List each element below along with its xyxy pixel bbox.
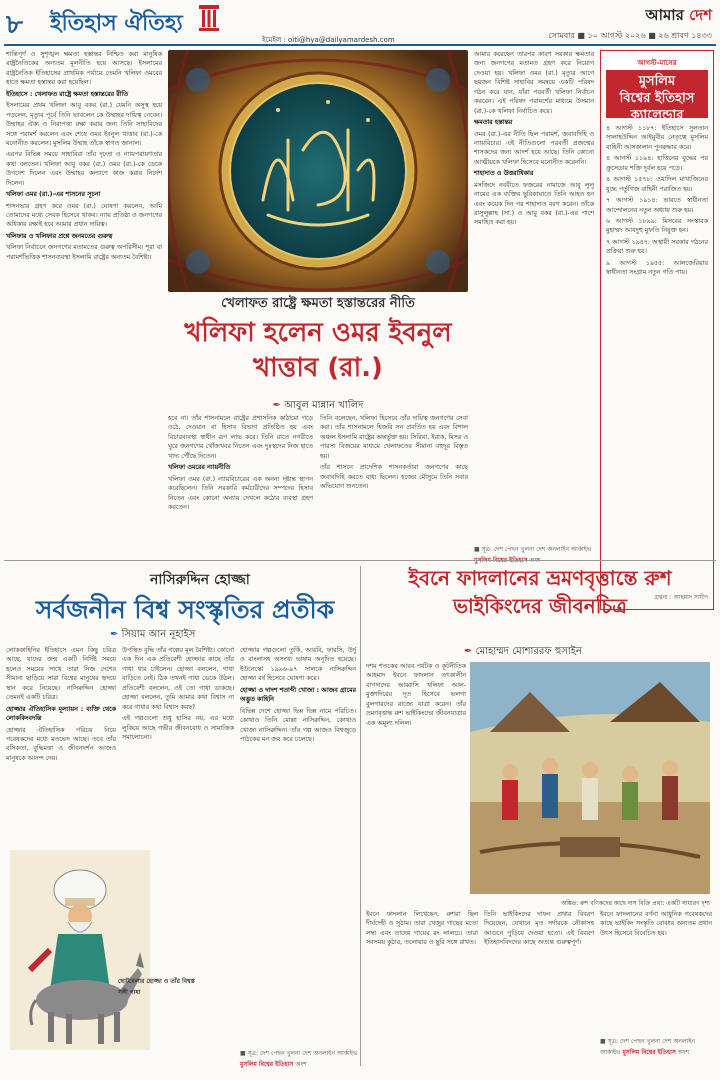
story3-credit-label: মুসলিম বিশ্বের ইতিহাস xyxy=(622,1049,676,1056)
story2-col3 xyxy=(240,646,356,1044)
story3-col1-text: দশম শতকের আরব পর্যটক ও কূটনীতিক আহমাদ ইবনে ফাদলান তৎকালীন বাগদাদের আব্বাসি খলিফা আল-মুক্তাদিরের দূত হিসেবে ভলগা বুলগারদের রাজ্যে যাত্রা করেন। তাঁর ভ্রমণবৃত্তান্ত রুশ ভাইকিংদের জীবনযাত্রার এক অমূল্য দলিল। xyxy=(366,663,466,727)
pen-icon: ✒ xyxy=(110,629,119,640)
hodja-donkey-illustration xyxy=(10,850,150,1050)
story3-byline-name: মোহাম্মদ মোশাররফ হুসাইন xyxy=(475,646,582,657)
pen-icon: ✒ xyxy=(272,400,282,411)
story3-col3-text: তিনি ভাইকিংদের দাফন প্রথার বিবরণ দিয়েছেন, যেখানে মৃত সর্দারকে নৌকাসহ আগুনে পুড়িয়ে দেওয়া হতো। এই বিবরণ ইতিহাসবিদদের কাছে অত্যন্ত গুরুত্বপূর্ণ। xyxy=(484,911,594,947)
lead-mid-column-a xyxy=(168,414,313,560)
lead-right-column xyxy=(474,50,594,540)
right-col-text3: মসজিদে নববীতে ফজরের নামাজে আবু লুলু নামের এক ব্যক্তির ছুরিকাঘাতে তিনি আহত হন এবং কয়েক দিন পর শাহাদাত বরণ করেন। তাঁকে রাসুলুল্লাহ (সা.) ও আবু বকর (রা.)-এর পাশে সমাহিত করা হয়। xyxy=(474,181,594,227)
story3-headline[interactable]: ইবনে ফাদলানের ভ্রমণবৃত্তান্তে রুশ ভাইকিংদের জীবনচিত্র xyxy=(408,566,672,618)
story2-credit-label: মুসলিম বিশ্বের ইতিহাস xyxy=(240,1061,294,1068)
sidebar-entry: ৯ আগস্ট ১৯৫৫: আলজেরিয়ার স্বাধীনতা সংগ্রাম নতুন গতি পায়। xyxy=(606,259,708,277)
lead-credit-prefix: ■ সূত্র: দেশ পেছন খুলনা দেশ অনলাইন আর্কাইভ xyxy=(474,546,592,553)
story2-col1-text: লোককাহিনির ইতিহাসে এমন কিছু চরিত্র আছে, যাদের জন্ম একটি নির্দিষ্ট সময়ে হলেও সময়ের সাথে তারা নিজ দেশের সীমানা ছাড়িয়ে সারা বিশ্বের মানুষের হৃদয়ে স্থান করে নিয়েছে। নাসিরুদ্দিন হোজ্জা তেমনই একটি চরিত্র। xyxy=(6,647,116,702)
section-divider xyxy=(4,560,716,561)
viking-market-painting xyxy=(470,662,710,894)
lead-mid-column-b xyxy=(320,414,468,560)
story2-col1b-text: হোজ্জার ঐতিহাসিক পরিচয় নিয়ে গবেষকদের মধ্যে মতভেদ আছে। তবে তাঁর রসিকতা, বুদ্ধিমত্তা ও জীবনদর্শন আজও মানুষকে আনন্দ দেয়। xyxy=(6,726,116,762)
story2-caption: ছোটবেলার হোজ্জা ও তাঁর বিশ্বস্ত সঙ্গী গাধা xyxy=(118,978,195,996)
sidebar-entry: ৪ আগস্ট ১১৮৭: ইতিহাসে সুলতান সালাহউদ্দিন আইয়ুবীর নেতৃত্বে মুসলিম বাহিনী আসকালান পুনরুদ্ধার করে। xyxy=(606,125,708,151)
story3-byline xyxy=(464,644,582,661)
page-number: ৮ xyxy=(6,10,23,40)
lead-subhead-3: খলিফার ও খলিফার প্রশ্নে জনমতের গুরুত্ব xyxy=(6,232,113,240)
story2-col2b-text: এই গল্পগুলো শুধু হাসির নয়, এর মধ্যে লুকিয়ে আছে গভীর জীবনবোধ ও সামাজিক সমালোচনা। xyxy=(122,715,234,741)
sidebar-title-line3: ক্যালেন্ডার xyxy=(630,107,684,123)
lead-byline xyxy=(168,398,468,415)
lead-intro: শান্তিপূর্ণ ও সুশৃঙ্খল ক্ষমতা হস্তান্তর নিশ্চিত করা মানুষিক রাষ্ট্রনৈতিকের অন্যতম মূলনীতি হয়ে আসছে। ইসলামের রাষ্ট্রনৈতিক ইতিহাসের প্রাথমিক পর্যায়ে তেমনি খলিফা ওমরের হাতে ক্ষমতা হস্তান্তর করা হয়েছিল। xyxy=(6,51,162,87)
story2-headline[interactable]: সর্বজনীন বিশ্ব সংস্কৃতির প্রতীক xyxy=(35,595,335,624)
lead-headline[interactable]: খলিফা হলেন ওমর ইবনুল খাত্তাব (রা.) xyxy=(184,318,452,384)
sidebar-title-line1: মুসলিম xyxy=(638,74,676,89)
story3-credit xyxy=(600,1036,712,1058)
story3-credit-prefix: ■ সূত্র: দেশ পেছন খুলনা দেশ অনলাইন আর্কাইভ xyxy=(600,1038,695,1056)
right-col-subhead2: শাহাদাত ও উত্তরাধিকার xyxy=(474,170,534,178)
story3-caption: অঙ্কিত: রুশ বণিকদের কাছে দাস বিক্রি প্রথা: একটি সাধারণ দৃশ্য xyxy=(561,900,710,907)
paper-masthead[interactable] xyxy=(645,4,712,29)
story2-col3b-text: বিভিন্ন দেশে হোজ্জা ভিন্ন ভিন্ন নামে পরিচিত। কোথাও তিনি মোল্লা নাসিরুদ্দিন, কোথাও খোজা নাসিরুদ্দিন। তাঁর গল্প আজও বিশ্বজুড়ে পাঠকের মন জয় করে চলেছে। xyxy=(240,707,356,743)
column-divider xyxy=(360,566,361,1066)
story2-col1 xyxy=(6,646,116,846)
sidebar-entries xyxy=(606,124,708,584)
story2-col3-text: হোজ্জার গল্পগুলো তুর্কি, আরবি, ফারসি, উর্দু ও বাংলাসহ অসংখ্য ভাষায় অনূদিত হয়েছে। ইউনেস্কো ১৯৯৬-৯৭ সালকে নাসিরুদ্দিন হোজ্জা বর্ষ হিসেবে ঘোষণা করে। xyxy=(240,647,356,683)
story2-subhead3: হোজ্জা ও দাদশ শতাব্দী খোজা : আজব গ্রামের অদ্ভুত কাহিনি xyxy=(240,686,356,704)
mid-col-a-subhead: খলিফা ওমরের ন্যায়নীতি xyxy=(168,464,231,472)
sidebar-title xyxy=(606,70,708,123)
lead-subhead-1: ইতিহাসে : খেলাফত রাষ্ট্রে ক্ষমতা হস্তান্তরের রীতি xyxy=(6,90,129,98)
story3-credit-suffix: অংশ xyxy=(677,1049,690,1056)
right-col-text2: ওমর (রা.)-এর নীতি ছিল পরামর্শ, জবাবদিহি ও ন্যায়বিচার। এই নীতিগুলো পরবর্তী প্রজন্মের শাসকদের জন্য আদর্শ হয়ে আছে। তিনি কোনো আত্মীয়কে খলিফা হিসেবে মনোনীত করেননি। xyxy=(474,130,594,166)
lead-body-3: শাসনভার গ্রহণ করে ওমর (রা.) ঘোষণা করলেন, আমি তোমাদের মধ্যে সেবক হিসেবে থাকব। ন্যায় প্রতিষ্ঠা ও জনগণের অধিকার রক্ষাই হবে আমার প্রধান দায়িত্ব। xyxy=(6,202,162,229)
pen-icon: ✒ xyxy=(464,646,473,657)
story2-subhead1: হোজ্জার ঐতিহাসিক মূল্যায়ন : ব্যক্তি থেকে লোককিংবদন্তি xyxy=(6,705,116,723)
mid-col-b-text2: তাঁর শাসনে প্রাদেশিক শাসনকর্তারা জনগণের কাছে জবাবদিহি করতে বাধ্য ছিলেন। হজের মৌসুমে তিনি সবার অভিযোগ শুনতেন। xyxy=(320,464,468,491)
story2-credit-suffix: অংশ xyxy=(295,1061,307,1068)
dateline: সোমবার ■ ১০ আগস্ট ২০২৬ ■ ২৬ শ্রাবণ ১৪৩৩ xyxy=(548,31,712,40)
lead-body-1: ইসলামের প্রথম খলিফা আবু বকর (রা.) যেমনি অসুস্থ হয়ে পড়লেন, মৃত্যুর পূর্বে তিনি ভাবলেন কে উম্মাহর দায়িত্ব নেবেন। উম্মাহর ঐক্য ও নিরাপত্তা রক্ষা করার জন্য তিনি সাহাবিদের সঙ্গে পরামর্শ করলেন এবং শেষে ওমর ইবনুল খাত্তাব (রা.)-কে মনোনীত করলেন। মুসলিম উম্মাহ তাঁকে স্বাগত জানাল। xyxy=(6,102,162,147)
right-col-text: আমার করেছেন তারপর কারণ সরকার ক্ষমতার জন্য জনগণের মতামত গ্রহণ করে নিয়োগ দেওয়া হয়। খলিফা ওমর (রা.) মৃত্যুর আগে ছয়জন বিশিষ্ট সাহাবির সমন্বয়ে একটি পরিষদ গঠন করে যান, যাঁরা পরবর্তী খলিফা নির্বাচন করবেন। এই পরিষদ পরামর্শের মাধ্যমে উসমান (রা.)-কে খলিফা নির্বাচিত করে। xyxy=(474,51,594,115)
lead-subhead-2: খলিফা ওমর (রা.)-এর শাসনের সূচনা xyxy=(6,191,101,199)
sidebar-entry: ৭ আগস্ট ১৯৪৭: অস্থায়ী সরকার গঠনের প্রক্রিয়া শুরু হয়। xyxy=(606,238,708,256)
paper-name-part1: আমার xyxy=(645,6,684,24)
sidebar-entry: ৪ আগস্ট ১৫৭৮: ওয়াদিল মাখাজিনের যুদ্ধে পর্তুগিজ বাহিনী পরাজিত হয়। xyxy=(606,176,708,193)
sidebar-entry: ৭ আগস্ট ১৯১৪: ভারতে স্বাধীনতা আন্দোলনের নতুন অধ্যায় শুরু হয়। xyxy=(606,197,708,214)
section-email[interactable]: ইমেইল : oiti@hya@dailyamardesh.com xyxy=(262,36,395,44)
story3-col2 xyxy=(366,910,478,1060)
story3-col3 xyxy=(484,910,594,1060)
story2-byline-name: সিয়াম আন নূহাইস xyxy=(121,629,196,640)
story2-credit xyxy=(240,1048,358,1070)
mid-col-b-text: তিনি বলেছেন, খলিফা হিসেবে তাঁর দায়িত্ব জনগণের সেবা করা। তাঁর শাসনামলে হিজরি সন প্রবর্তিত হয় এবং বিশাল অঞ্চল ইসলামি রাষ্ট্রের অন্তর্ভুক্ত হয়। সিরিয়া, ইরাক, মিসর ও পারস্য বিজয়ের মাধ্যমে খেলাফতের সীমানা বহুদূর বিস্তৃত হয়। xyxy=(320,415,468,460)
sidebar-title-line2: বিশ্বের ইতিহাস xyxy=(619,90,695,106)
lead-left-column xyxy=(6,50,162,560)
lead-byline-name: আবুল মান্নান খালিদ xyxy=(284,400,364,411)
paper-name-part2: দেশ xyxy=(689,6,712,24)
story2-kicker: নাসিরুদ্দিন হোজ্জা xyxy=(150,572,250,588)
section-title: ইতিহাস ঐতিহ্য xyxy=(50,10,183,36)
sidebar-author: গ্রন্থনা : আহমাদ সায়ীদ xyxy=(654,594,708,601)
mid-col-a-text2: খলিফা ওমর (রা.) ন্যায়বিচারের এক অনন্য দৃষ্টান্ত স্থাপন করেছিলেন। তিনি সরকারি কর্মচারীদের সম্পদের হিসাব নিতেন এবং কোনো অন্যায় দেখলে কঠোর ব্যবস্থা গ্রহণ করতেন। xyxy=(168,475,313,511)
story2-col2-text: উপস্থিত বুদ্ধি তাঁর গল্পের মূল বৈশিষ্ট্য। কোনো এক দিন এক প্রতিবেশী হোজ্জার কাছে তাঁর গাধা ধার চাইলেন। হোজ্জা বললেন, গাধা বাড়িতে নেই। ঠিক তখনই গাধা ডেকে উঠল। প্রতিবেশী বললেন, ওই তো গাধা ডাকছে। হোজ্জা বললেন, তুমি আমার কথা বিশ্বাস না করে গাধার কথা বিশ্বাস করছ? xyxy=(122,647,234,711)
lead-credit xyxy=(474,544,596,566)
story3-col4-text: ইবনে ফাদলানের বর্ণনা আধুনিক গবেষকদের কাছে ভাইকিং সংস্কৃতি বোঝার অন্যতম প্রধান উৎস হিসেবে বিবেচিত হয়। xyxy=(600,911,712,937)
lead-kicker: খেলাফত রাষ্ট্রে ক্ষমতা হস্তান্তরের নীতি xyxy=(221,296,415,311)
lead-body-4: খলিফা নির্বাচনে জনগণের মতামতের গুরুত্ব অপরিসীম। শূরা বা পরামর্শভিত্তিক শাসনব্যবস্থা ইসলামি রাষ্ট্রের অন্যতম বৈশিষ্ট্য। xyxy=(6,244,162,261)
story3-col4 xyxy=(600,910,712,1030)
pillar-icon xyxy=(198,4,220,32)
header-rule xyxy=(4,44,716,46)
story3-col2-text: ইবনে ফাদলান লিখেছেন, রুশরা ছিল দীর্ঘদেহী ও সুঠাম। তারা খেজুর গাছের মতো লম্বা এবং তাদের গায়ের রং লালচে। তারা সবসময় কুঠার, তলোয়ার ও ছুরি সঙ্গে রাখত। xyxy=(366,911,478,947)
sidebar-tag: আগস্ট-মাসের xyxy=(610,56,704,71)
calligraphy-dome-photo xyxy=(168,50,468,292)
sidebar-entry: ৬ আগস্ট ১৮৯৯: মিসরের সংস্কারক মুহাম্মদ আবদুহু মুফতি নিযুক্ত হন। xyxy=(606,217,708,235)
lead-body-2: এরপর বিভিন্ন সময়ে সাহাবিরা তাঁর দৃঢ়তা ও ন্যায়পরায়ণতার কথা বলতেন। খলিফা আবু বকর (রা.) ওমর (রা.)-কে ডেকে উপদেশ দিলেন এবং উম্মাহর কল্যাণে কাজ করার নির্দেশ দিলেন। xyxy=(6,151,162,187)
right-col-subhead: ক্ষমতার হস্তান্তর xyxy=(474,119,513,127)
sidebar-entry: ৪ আগস্ট ১১৯৪: হাত্তিনের যুদ্ধের পর ক্রুসেডার শক্তি দুর্বল হয়ে পড়ে। xyxy=(606,155,708,172)
story2-byline xyxy=(110,627,195,644)
mid-col-a-text: হবে না। তাঁর শাসনামলে রাষ্ট্রের প্রশাসনিক কাঠামো গড়ে ওঠে, দেওয়ান বা হিসাব বিভাগ প্রতিষ্ঠিত হয় এবং বিচারব্যবস্থা স্বাধীন রূপ লাভ করে। তিনি রাতে নগরীতে ঘুরে জনগণের খোঁজখবর নিতেন এবং দুঃস্থদের নিজ হাতে খাদ্য পৌঁছে দিতেন। xyxy=(168,415,313,460)
story3-col1 xyxy=(366,662,466,894)
story2-credit-prefix: ■ সূত্র: দেশ পেছন খুলনা দেশ অনলাইন আর্কাইভ xyxy=(240,1050,358,1057)
